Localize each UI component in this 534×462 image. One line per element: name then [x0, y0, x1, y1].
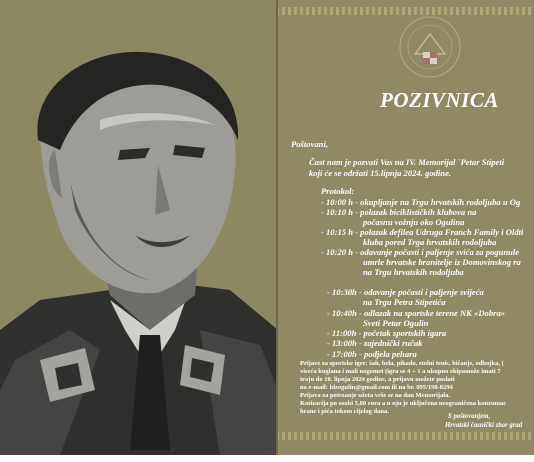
greeting: Poštovani,	[291, 139, 329, 149]
protocol-item: Sveti Petar Ogulin	[363, 318, 429, 328]
signoff-line-1: S poštovanjem,	[448, 413, 491, 420]
protocol-item: - 11:00h - početak sportskih igara	[327, 328, 447, 338]
protocol-heading: Protokol:	[321, 186, 355, 196]
protocol-item: umrle hrvatske branitelje iz Domovinskog ra	[363, 257, 521, 267]
intro-line-1: Čast nam je pozvati Vas na IV. Memorijal `Petar Stipeti	[309, 157, 505, 167]
portrait-image	[0, 30, 278, 455]
notes-line: Prijava za potezanje užeta vrše se na dan Memorijala.	[300, 392, 451, 399]
protocol-item: - 10:10 h - polazak biciklističkih klubova na	[321, 207, 477, 217]
notes-line: na e-mail: hlzogulin@gmail.com ili na br. 095/198-8294	[300, 384, 453, 391]
protocol-item: - 10:00 h - okupljanje na Trgu hrvatskih rodoljuba u Og	[321, 197, 521, 207]
fold-line	[276, 0, 278, 455]
notes-line: hrane i pića tokom cijelog dana.	[300, 408, 389, 415]
protocol-item: na Trgu hrvatskih rodoljuba	[363, 267, 464, 277]
notes-line: Prijave za sportske igre: šah, bela, pikado, stolni tenis, bičanje, odbojka, (	[300, 360, 504, 367]
intro-line-2: koji će se održati 15.lipnja 2024. godine.	[309, 168, 452, 178]
protocol-item: - 10:40h - odlazak na sportske terene NK «Dobra»	[327, 308, 506, 318]
protocol-item: - 13:00h - zajednički ručak	[327, 338, 423, 348]
protocol-item: - 10:15 h - polazak defilea Udruga Franch Family i Oldti	[321, 227, 524, 237]
protocol-item: - 10:30h - odavanje počasti i paljenje svijeća	[327, 287, 484, 297]
notes-line: viseća kuglana i mali nogomet (igra se 4 + 1 a ukupno ekipamože imati 7	[300, 368, 501, 375]
signoff-line-2: Hrvatski časnički zbor grad	[445, 422, 523, 429]
notes-line: Kotizacija po osobi 5,00 eura a u nju je uključena neograničena konzumac	[300, 400, 507, 407]
protocol-item: na Trgu Petra Stipetića	[363, 297, 446, 307]
invitation-title: POZIVNICA	[380, 88, 499, 112]
protocol-item: - 17:00h - podjela peharа	[327, 349, 417, 359]
protocol-item: - 10:20 h - odavanje počasti i paljenje svića za pogunule	[321, 247, 520, 257]
protocol-item: počasnu vožnju oko Ogulina	[363, 217, 465, 227]
notes-line: traju do 10. lipnja 2024 godine, a prijavu možete poslati	[300, 376, 455, 383]
protocol-item: kluba pored Trga hrvatskih rodoljuba	[363, 237, 497, 247]
